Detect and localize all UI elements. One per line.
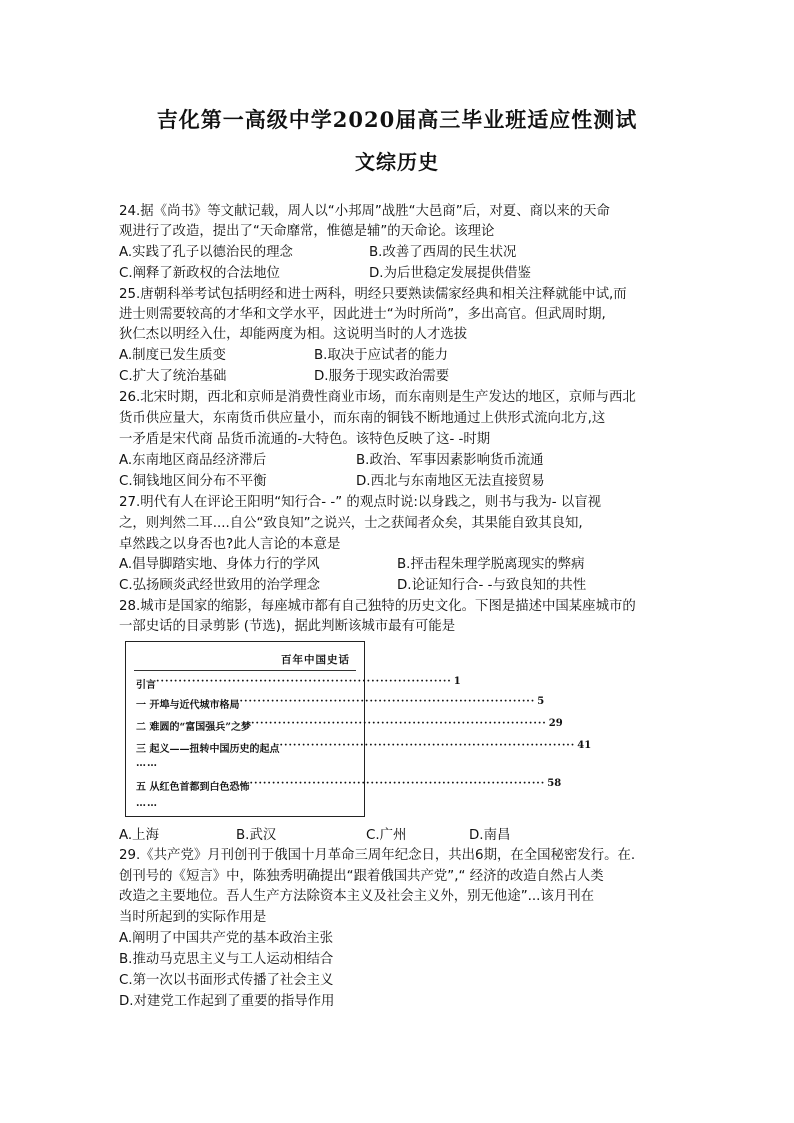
toc-row-chapter-2 — [136, 718, 563, 733]
question-29-option-c: C.第一次以书面形式传播了社会主义 — [119, 973, 334, 988]
question-27-line-1: 27.明代有人在评论王阳明“知行合- -” 的观点时说:以身践之，则书与我为- 以盲视 — [119, 495, 602, 510]
toc-leader-dots: ·································································· — [239, 696, 536, 707]
question-27-option-b: B.抨击程朱理学脱离现实的弊病 — [397, 557, 585, 572]
question-25-option-d: D.服务于现实政治需要 — [314, 369, 450, 384]
question-26-line-3: 一矛盾是宋代商 品货币流通的-大特色。该特色反映了这- -时期 — [119, 432, 491, 447]
question-24-option-b: B.改善了西周的民生状况 — [369, 245, 517, 260]
question-29-line-1: 29.《共产党》月刊创刊于俄国十月革命三周年纪念日，共出6期，在全国秘密发行。在. — [119, 848, 636, 863]
book-contents-image — [125, 641, 592, 817]
toc-row-chapter-3 — [136, 740, 592, 755]
question-26-option-c: C.铜钱地区间分布不平衡 — [119, 474, 267, 489]
question-24-option-d: D.为后世稳定发展提供借鉴 — [369, 266, 531, 281]
question-29-option-b: B.推动马克思主义与工人运动相结合 — [119, 952, 334, 967]
toc-page-number: 41 — [577, 740, 592, 751]
question-29-line-2: 创刊号的《短言》中，陈独秀明确提出“跟着俄国共产党”,“ 经济的改造自然占人类 — [119, 869, 604, 884]
toc-page-number: 5 — [537, 696, 545, 707]
question-27-option-d: D.论证知行合- -与致良知的共性 — [397, 578, 587, 593]
book-contents-heading: 百年中国史话 — [281, 654, 350, 666]
question-28-option-b: B.武汉 — [236, 828, 277, 843]
toc-entry-text: 引言 — [136, 680, 156, 691]
toc-entry-text: 五 从红色首都到白色恐怖 — [136, 782, 250, 793]
question-28-line-2: 一部史话的目录剪影 (节选)，据此判断该城市最有可能是 — [119, 619, 456, 634]
question-24-line-2: 观进行了改造，提出了“天命靡常，惟德是辅”的天命论。该理论 — [119, 224, 495, 239]
question-26-option-a: A.东南地区商品经济滞后 — [119, 453, 267, 468]
question-24-line-1: 24.据《尚书》等文献记载，周人以“小邦周”战胜“大邑商”后，对夏、商以来的天命 — [119, 204, 610, 219]
question-26-line-1: 26.北宋时期，西北和京师是消费性商业市场，而东南则是生产发达的地区，京师与西北 — [119, 390, 636, 405]
question-27-line-2: 之，则判然二耳....自公“致良知”之说兴，士之获闻者众矣，其果能自致其良知, — [119, 516, 583, 531]
question-27-line-3: 卓然践之以身否也?此人言论的本意是 — [119, 537, 341, 552]
toc-entry-text: 二 难圆的“富国强兵”之梦 — [136, 722, 251, 733]
question-26-option-d: D.西北与东南地区无法直接贸易 — [356, 474, 545, 489]
question-25-line-1: 25.唐朝科举考试包括明经和进士两科，明经只要熟读儒家经典和相关注释就能中试,而 — [119, 287, 627, 302]
question-25-line-3: 狄仁杰以明经入仕，却能两度为相。这说明当时的人才选拔 — [119, 327, 468, 342]
question-26-option-b: B.政治、军事因素影响货币流通 — [356, 453, 544, 468]
question-29-line-4: 当时所起到的实际作用是 — [119, 910, 267, 925]
toc-row-chapter-5 — [136, 778, 562, 793]
toc-leader-dots: ·································································· — [251, 718, 547, 729]
toc-ellipsis: …… — [136, 758, 158, 769]
toc-entry-text: 三 起义——扭转中国历史的起点 — [136, 744, 280, 755]
toc-page-number: 1 — [453, 676, 461, 687]
toc-ellipsis: …… — [136, 798, 158, 809]
book-contents-divider — [134, 670, 356, 671]
question-27-option-c: C.弘扬顾炎武经世致用的治学理念 — [119, 578, 321, 593]
page-title: 吉化第一高级中学2020届高三毕业班适应性测试 — [156, 107, 638, 132]
question-25-option-c: C.扩大了统治基础 — [119, 369, 227, 384]
toc-page-number: 58 — [547, 778, 562, 789]
question-29-line-3: 改造之主要地位。吾人生产方法除资本主义及社会主义外，别无他途”...该月刊在 — [119, 889, 594, 904]
toc-page-number: 29 — [548, 718, 563, 729]
toc-leader-dots: ·································································· — [156, 676, 452, 687]
question-25-line-2: 进士则需要较高的才华和文学水平，因此进士“为时所尚”，多出高官。但武周时期, — [119, 307, 606, 322]
question-28-option-a: A.上海 — [119, 828, 159, 843]
question-24-option-c: C.阐释了新政权的合法地位 — [119, 266, 280, 281]
toc-row-chapter-1 — [136, 696, 545, 711]
question-27-option-a: A.倡导脚踏实地、身体力行的学风 — [119, 557, 320, 572]
toc-leader-dots: ·································································· — [249, 778, 546, 789]
question-28-line-1: 28.城市是国家的缩影，每座城市都有自己独特的历史文化。下图是描述中国某座城市的 — [119, 599, 636, 614]
toc-row-intro — [136, 676, 461, 691]
question-25-option-a: A.制度已发生质变 — [119, 348, 226, 363]
question-25-option-b: B.取决于应试者的能力 — [314, 348, 448, 363]
toc-entry-text: 一 开埠与近代城市格局 — [136, 700, 240, 711]
question-29-option-d: D.对建党工作起到了重要的指导作用 — [119, 994, 335, 1009]
question-29-option-a: A.阐明了中国共产党的基本政治主张 — [119, 931, 334, 946]
question-26-line-2: 货币供应量大，东南货币供应量小，而东南的铜钱不断地通过上供形式流向北方,这 — [119, 411, 606, 426]
question-28-option-c: C.广州 — [366, 828, 407, 843]
toc-leader-dots: ·································································· — [279, 740, 576, 751]
page-subtitle: 文综历史 — [355, 150, 439, 174]
question-24-option-a: A.实践了孔子以德治民的理念 — [119, 245, 293, 260]
question-28-option-d: D.南昌 — [469, 828, 511, 843]
